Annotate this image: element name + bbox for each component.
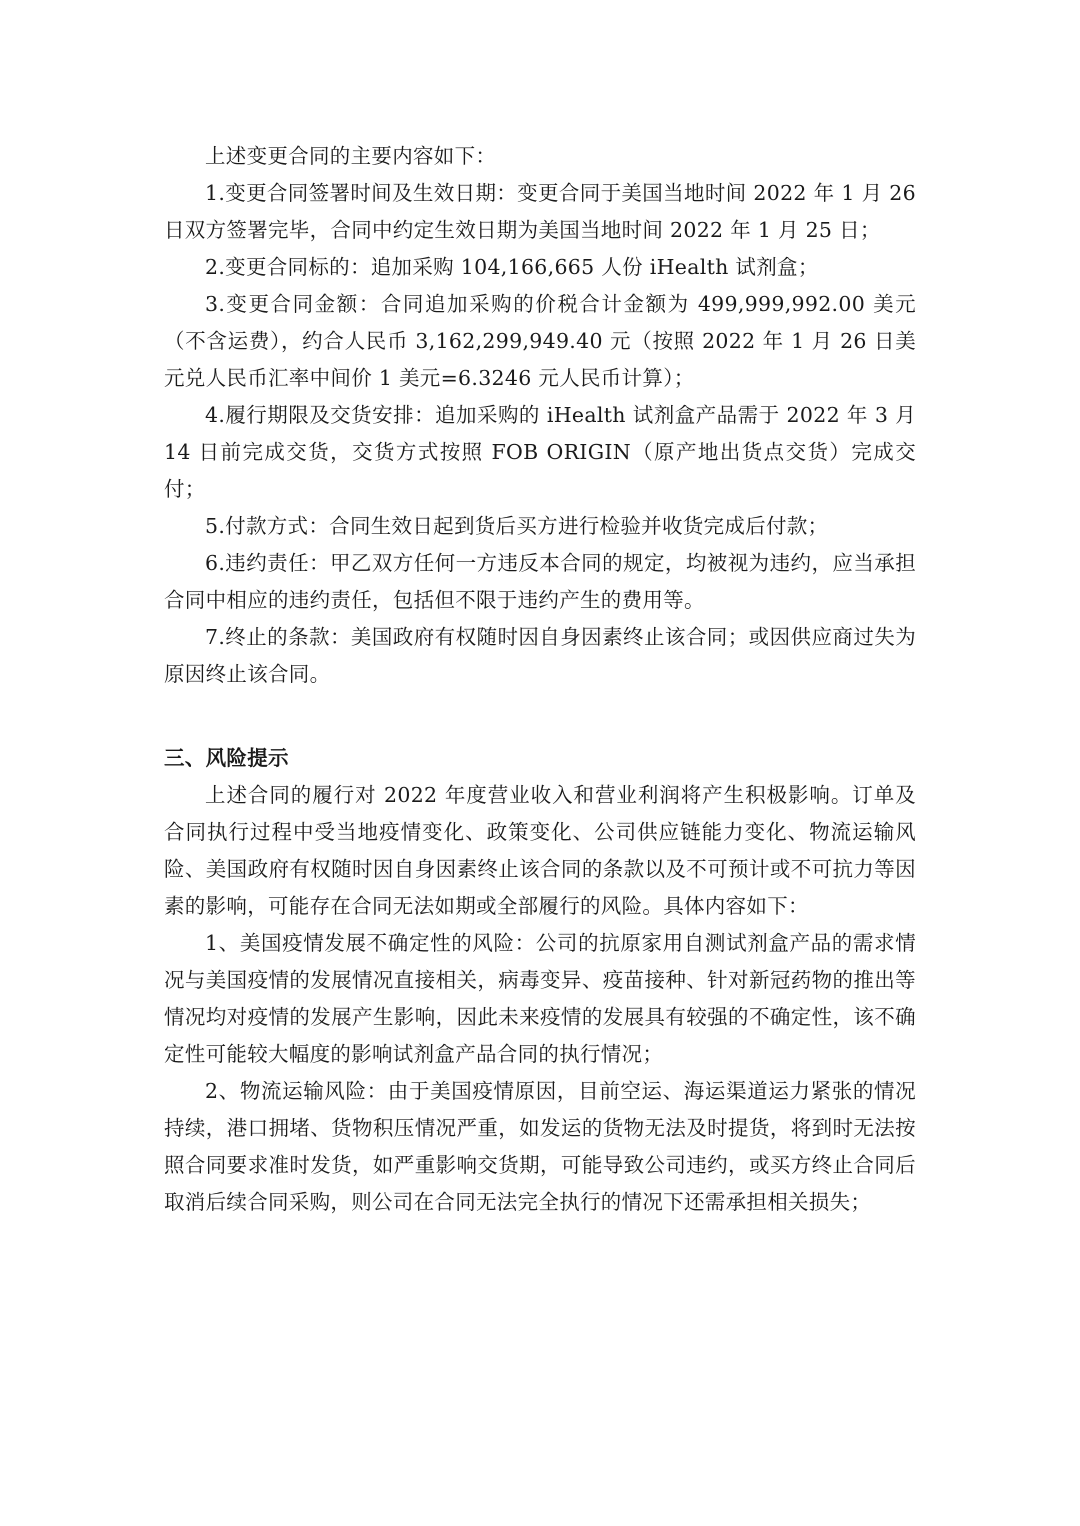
contract-item-3: 3.变更合同金额：合同追加采购的价税合计金额为 499,999,992.00 美元（不含运费），约合人民币 3,162,299,949.40 元（按照 2022 年 1 月 26 日美元兑人民币汇率中间价 1 美元=6.3246 元人民币计算）； <box>164 292 916 390</box>
intro-paragraph: 上述变更合同的主要内容如下： <box>205 144 497 168</box>
section-spacer-small <box>164 730 916 740</box>
contract-item-6: 6.违约责任：甲乙双方任何一方违反本合同的规定，均被视为违约，应当承担合同中相应的违约责任，包括但不限于违约产生的费用等。 <box>164 551 916 612</box>
contract-item-2: 2.变更合同标的：追加采购 104,166,665 人份 iHealth 试剂盒； <box>205 255 819 279</box>
risk-item-1: 1、美国疫情发展不确定性的风险：公司的抗原家用自测试剂盒产品的需求情况与美国疫情的发展情况直接相关，病毒变异、疫苗接种、针对新冠药物的推出等情况均对疫情的发展产生影响，因此未来疫情的发展具有较强的不确定性，该不确定性可能较大幅度的影响试剂盒产品合同的执行情况； <box>164 931 916 1066</box>
contract-item-1: 1.变更合同签署时间及生效日期：变更合同于美国当地时间 2022 年 1 月 26 日双方签署完毕，合同中约定生效日期为美国当地时间 2022 年 1 月 25 日； <box>164 181 916 242</box>
section-spacer <box>164 693 916 730</box>
section-heading: 三、风险提示 <box>164 746 289 770</box>
risk-intro-paragraph: 上述合同的履行对 2022 年度营业收入和营业利润将产生积极影响。订单及合同执行过程中受当地疫情变化、政策变化、公司供应链能力变化、物流运输风险、美国政府有权随时因自身因素终止该合同的条款以及不可预计或不可抗力等因素的影响，可能存在合同无法如期或全部履行的风险。具体内容如下： <box>164 783 916 918</box>
contract-item-5: 5.付款方式：合同生效日起到货后买方进行检验并收货完成后付款； <box>205 514 829 538</box>
contract-item-4: 4.履行期限及交货安排：追加采购的 iHealth 试剂盒产品需于 2022 年 3 月 14 日前完成交货，交货方式按照 FOB ORIGIN（原产地出货点交货）完成交付； <box>164 403 916 501</box>
risk-item-2: 2、物流运输风险：由于美国疫情原因，目前空运、海运渠道运力紧张的情况持续，港口拥堵、货物积压情况严重，如发运的货物无法及时提货，将到时无法按照合同要求准时发货，如严重影响交货期，可能导致公司违约，或买方终止合同后取消后续合同采购，则公司在合同无法完全执行的情况下还需承担相关损失； <box>164 1079 916 1214</box>
contract-item-7: 7.终止的条款：美国政府有权随时因自身因素终止该合同；或因供应商过失为原因终止该合同。 <box>164 625 916 686</box>
